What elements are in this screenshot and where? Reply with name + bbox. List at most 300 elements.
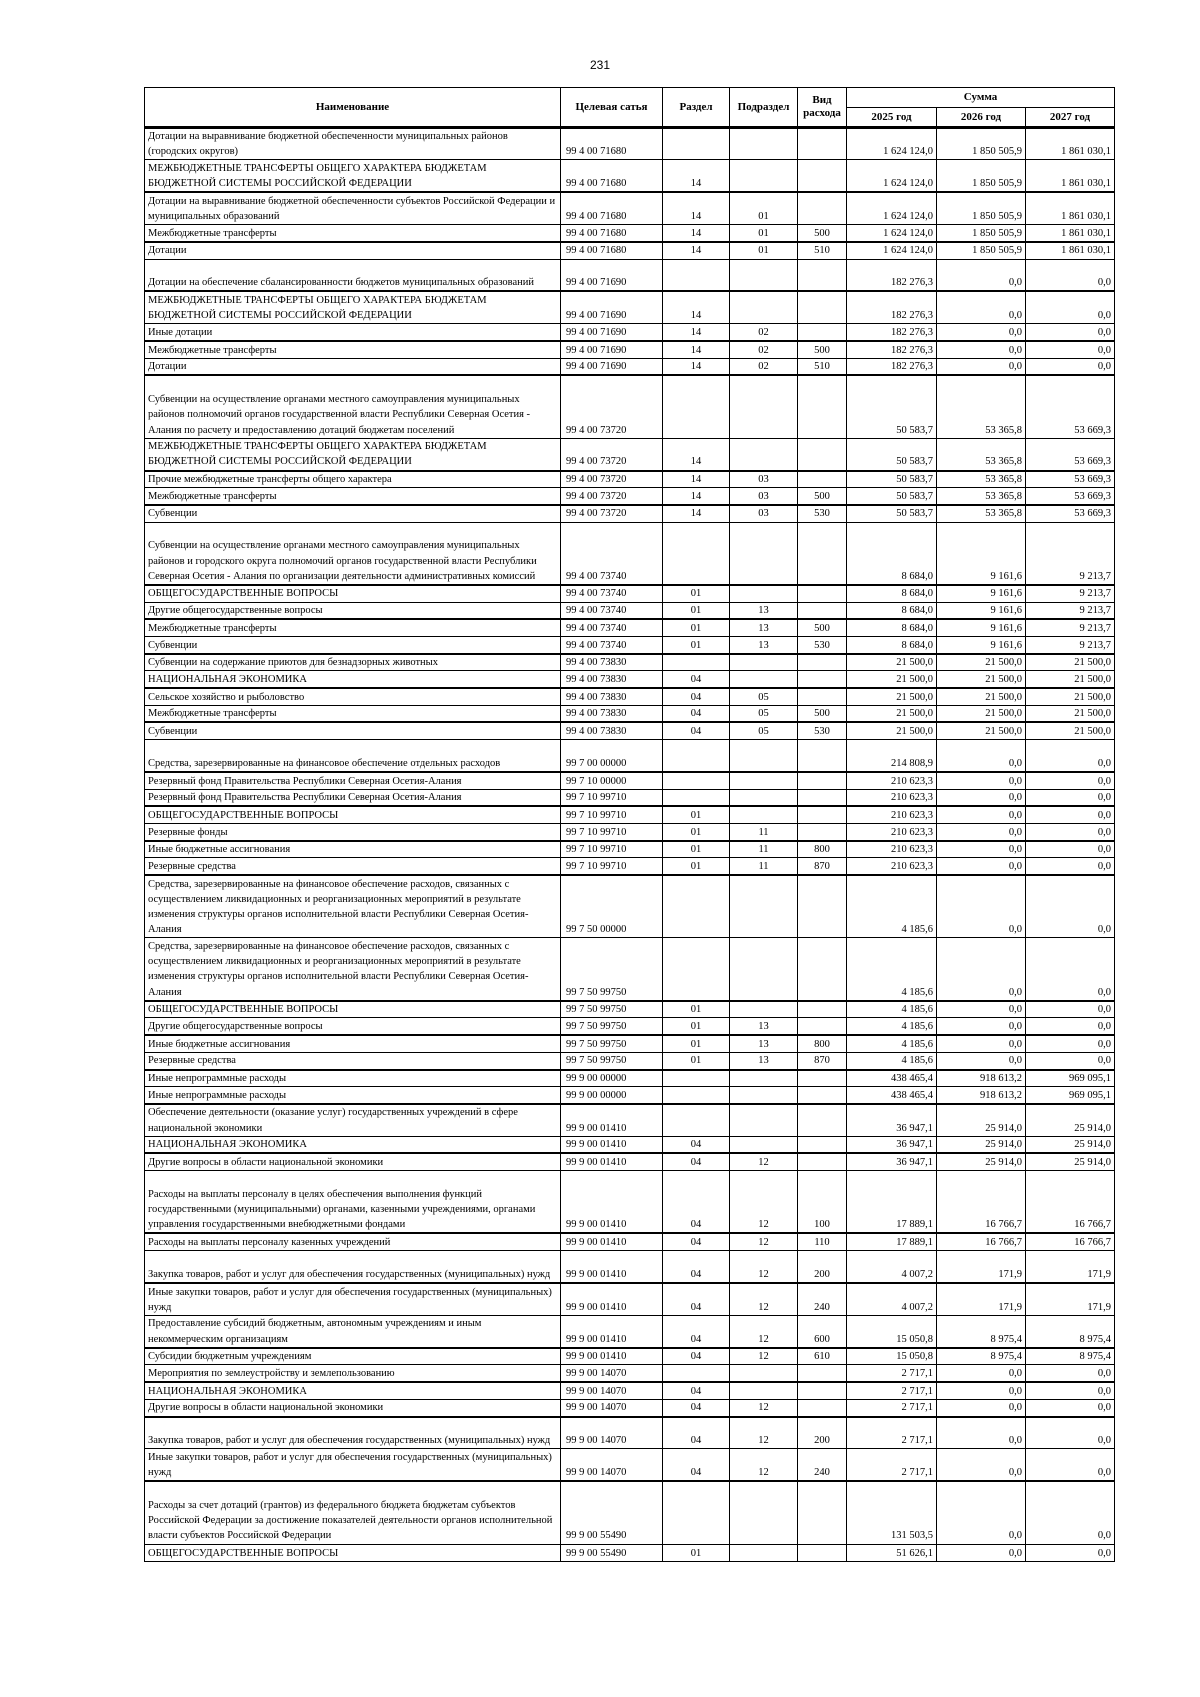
cell-name: Дотации на обеспечение сбалансированности бюджетов муниципальных образований — [145, 259, 561, 291]
cell-sum-2025: 210 623,3 — [847, 858, 937, 875]
cell-sum-2025: 4 185,6 — [847, 938, 937, 1001]
cell-subsection — [730, 1104, 798, 1136]
table-row — [145, 1399, 1115, 1416]
table-row — [145, 806, 1115, 823]
cell-expense-type: 240 — [798, 1283, 847, 1315]
cell-subsection — [730, 1001, 798, 1018]
table-row — [145, 1251, 1115, 1283]
cell-sum-2025: 51 626,1 — [847, 1544, 937, 1561]
cell-sum-2026: 0,0 — [937, 1052, 1026, 1069]
cell-sum-2026: 0,0 — [937, 259, 1026, 291]
cell-name: Дотации — [145, 242, 561, 259]
cell-section: 01 — [663, 1544, 730, 1561]
cell-sum-2026: 8 975,4 — [937, 1348, 1026, 1365]
cell-target-article: 99 7 10 99710 — [561, 858, 663, 875]
cell-sum-2026: 918 613,2 — [937, 1087, 1026, 1104]
cell-subsection: 01 — [730, 192, 798, 224]
header-year-2025: 2025 год — [847, 108, 937, 128]
cell-sum-2026: 0,0 — [937, 789, 1026, 806]
cell-name: Закупка товаров, работ и услуг для обеспечения государственных (муниципальных) нужд — [145, 1417, 561, 1449]
cell-subsection — [730, 740, 798, 772]
cell-section — [663, 772, 730, 789]
cell-section: 14 — [663, 324, 730, 341]
cell-name: Другие общегосударственные вопросы — [145, 602, 561, 619]
header-year-2026: 2026 год — [937, 108, 1026, 128]
cell-sum-2025: 438 465,4 — [847, 1070, 937, 1087]
cell-expense-type — [798, 438, 847, 470]
cell-section: 01 — [663, 806, 730, 823]
table-row — [145, 1018, 1115, 1035]
cell-subsection: 03 — [730, 488, 798, 505]
cell-subsection — [730, 671, 798, 688]
cell-sum-2025: 210 623,3 — [847, 789, 937, 806]
cell-sum-2025: 1 624 124,0 — [847, 128, 937, 160]
cell-section: 01 — [663, 637, 730, 654]
cell-sum-2025: 50 583,7 — [847, 505, 937, 522]
cell-sum-2026: 0,0 — [937, 324, 1026, 341]
cell-name: ОБЩЕГОСУДАРСТВЕННЫЕ ВОПРОСЫ — [145, 1001, 561, 1018]
header-expense-type: Вид расхода — [798, 88, 847, 128]
cell-expense-type: 510 — [798, 242, 847, 259]
cell-expense-type: 800 — [798, 841, 847, 858]
cell-subsection: 05 — [730, 688, 798, 705]
cell-name: НАЦИОНАЛЬНАЯ ЭКОНОМИКА — [145, 1382, 561, 1399]
cell-sum-2026: 25 914,0 — [937, 1136, 1026, 1153]
cell-expense-type: 600 — [798, 1315, 847, 1347]
cell-sum-2027: 9 213,7 — [1026, 602, 1115, 619]
cell-expense-type — [798, 688, 847, 705]
cell-sum-2027: 21 500,0 — [1026, 671, 1115, 688]
cell-sum-2025: 182 276,3 — [847, 324, 937, 341]
cell-sum-2026: 9 161,6 — [937, 637, 1026, 654]
cell-name: Иные закупки товаров, работ и услуг для обеспечения государственных (муниципальных) нужд — [145, 1283, 561, 1315]
cell-name: Межбюджетные трансферты — [145, 619, 561, 636]
cell-section: 04 — [663, 1153, 730, 1170]
cell-target-article: 99 9 00 00000 — [561, 1070, 663, 1087]
cell-name: Субвенции на осуществление органами местного самоуправления муниципальных районов полномочий органов государственной власти Республики Северная Осетия - Алания по расчету и предоставлению дотаций бюджетам поселений — [145, 375, 561, 438]
cell-section — [663, 875, 730, 938]
cell-name: Дотации на выравнивание бюджетной обеспеченности муниципальных районов (городских округов) — [145, 128, 561, 160]
header-section: Раздел — [663, 88, 730, 128]
table-row — [145, 242, 1115, 259]
cell-subsection — [730, 654, 798, 671]
cell-subsection: 12 — [730, 1283, 798, 1315]
cell-name: Субвенции — [145, 722, 561, 739]
cell-subsection — [730, 938, 798, 1001]
table-row — [145, 160, 1115, 192]
cell-name: Другие общегосударственные вопросы — [145, 1018, 561, 1035]
cell-sum-2025: 50 583,7 — [847, 488, 937, 505]
cell-sum-2026: 0,0 — [937, 1544, 1026, 1561]
cell-sum-2026: 0,0 — [937, 1001, 1026, 1018]
cell-sum-2025: 17 889,1 — [847, 1171, 937, 1234]
cell-expense-type — [798, 1104, 847, 1136]
cell-sum-2027: 0,0 — [1026, 789, 1115, 806]
cell-section: 04 — [663, 1315, 730, 1347]
cell-subsection — [730, 1070, 798, 1087]
cell-sum-2026: 21 500,0 — [937, 654, 1026, 671]
cell-sum-2025: 2 717,1 — [847, 1417, 937, 1449]
cell-sum-2025: 36 947,1 — [847, 1153, 937, 1170]
cell-sum-2027: 53 669,3 — [1026, 375, 1115, 438]
table-row — [145, 585, 1115, 602]
cell-sum-2027: 53 669,3 — [1026, 438, 1115, 470]
cell-subsection: 13 — [730, 619, 798, 636]
cell-expense-type — [798, 740, 847, 772]
cell-sum-2027: 25 914,0 — [1026, 1153, 1115, 1170]
cell-sum-2027: 171,9 — [1026, 1283, 1115, 1315]
cell-sum-2027: 16 766,7 — [1026, 1171, 1115, 1234]
cell-expense-type — [798, 938, 847, 1001]
cell-name: Другие вопросы в области национальной экономики — [145, 1399, 561, 1416]
cell-subsection: 02 — [730, 324, 798, 341]
cell-sum-2026: 0,0 — [937, 858, 1026, 875]
cell-target-article: 99 4 00 71690 — [561, 324, 663, 341]
table-row — [145, 192, 1115, 224]
cell-target-article: 99 7 50 99750 — [561, 1052, 663, 1069]
cell-sum-2025: 1 624 124,0 — [847, 225, 937, 242]
cell-section: 04 — [663, 1283, 730, 1315]
cell-target-article: 99 4 00 73720 — [561, 375, 663, 438]
cell-subsection — [730, 1136, 798, 1153]
cell-sum-2027: 0,0 — [1026, 1018, 1115, 1035]
table-row — [145, 619, 1115, 636]
table-header — [145, 88, 1115, 128]
cell-expense-type — [798, 585, 847, 602]
cell-subsection: 05 — [730, 705, 798, 722]
cell-sum-2025: 182 276,3 — [847, 291, 937, 323]
cell-sum-2027: 0,0 — [1026, 1481, 1115, 1544]
cell-sum-2027: 0,0 — [1026, 1544, 1115, 1561]
table-row — [145, 1070, 1115, 1087]
header-target-article: Целевая сатья — [561, 88, 663, 128]
cell-target-article: 99 4 00 73740 — [561, 585, 663, 602]
cell-sum-2026: 53 365,8 — [937, 471, 1026, 488]
cell-sum-2026: 25 914,0 — [937, 1104, 1026, 1136]
cell-sum-2027: 0,0 — [1026, 806, 1115, 823]
cell-name: Иные бюджетные ассигнования — [145, 1035, 561, 1052]
cell-target-article: 99 9 00 14070 — [561, 1382, 663, 1399]
cell-sum-2025: 438 465,4 — [847, 1087, 937, 1104]
cell-expense-type: 870 — [798, 858, 847, 875]
cell-section — [663, 938, 730, 1001]
cell-name: Другие вопросы в области национальной экономики — [145, 1153, 561, 1170]
cell-expense-type — [798, 1544, 847, 1561]
cell-expense-type: 530 — [798, 505, 847, 522]
cell-subsection: 13 — [730, 602, 798, 619]
cell-name: Субвенции — [145, 637, 561, 654]
table-row — [145, 488, 1115, 505]
cell-expense-type: 100 — [798, 1171, 847, 1234]
cell-target-article: 99 4 00 73830 — [561, 671, 663, 688]
cell-subsection: 12 — [730, 1171, 798, 1234]
cell-section — [663, 740, 730, 772]
cell-expense-type — [798, 671, 847, 688]
cell-sum-2025: 1 624 124,0 — [847, 242, 937, 259]
cell-name: ОБЩЕГОСУДАРСТВЕННЫЕ ВОПРОСЫ — [145, 806, 561, 823]
cell-section: 01 — [663, 841, 730, 858]
cell-sum-2025: 182 276,3 — [847, 341, 937, 358]
cell-target-article: 99 9 00 14070 — [561, 1399, 663, 1416]
cell-sum-2025: 8 684,0 — [847, 522, 937, 585]
cell-name: МЕЖБЮДЖЕТНЫЕ ТРАНСФЕРТЫ ОБЩЕГО ХАРАКТЕРА БЮДЖЕТАМ БЮДЖЕТНОЙ СИСТЕМЫ РОССИЙСКОЙ ФЕДЕРАЦИИ — [145, 160, 561, 192]
cell-section: 01 — [663, 1052, 730, 1069]
cell-sum-2027: 53 669,3 — [1026, 488, 1115, 505]
cell-target-article: 99 9 00 14070 — [561, 1417, 663, 1449]
cell-section — [663, 789, 730, 806]
cell-sum-2027: 9 213,7 — [1026, 619, 1115, 636]
cell-subsection: 03 — [730, 471, 798, 488]
cell-expense-type: 500 — [798, 705, 847, 722]
cell-section — [663, 654, 730, 671]
cell-section: 01 — [663, 1001, 730, 1018]
cell-sum-2025: 210 623,3 — [847, 841, 937, 858]
cell-target-article: 99 9 00 01410 — [561, 1251, 663, 1283]
cell-expense-type: 500 — [798, 619, 847, 636]
cell-expense-type: 240 — [798, 1449, 847, 1481]
cell-target-article: 99 7 10 99710 — [561, 841, 663, 858]
cell-name: Резервный фонд Правительства Республики Северная Осетия-Алания — [145, 789, 561, 806]
table-row — [145, 1087, 1115, 1104]
table-row — [145, 637, 1115, 654]
table-row — [145, 1365, 1115, 1382]
table-row — [145, 1052, 1115, 1069]
table-row — [145, 259, 1115, 291]
table-row — [145, 438, 1115, 470]
cell-expense-type — [798, 1001, 847, 1018]
cell-sum-2026: 0,0 — [937, 1449, 1026, 1481]
cell-expense-type — [798, 160, 847, 192]
cell-sum-2027: 0,0 — [1026, 1365, 1115, 1382]
cell-sum-2027: 1 861 030,1 — [1026, 225, 1115, 242]
cell-target-article: 99 4 00 73740 — [561, 619, 663, 636]
cell-sum-2025: 1 624 124,0 — [847, 192, 937, 224]
cell-name: Средства, зарезервированные на финансовое обеспечение расходов, связанных с осуществлением ликвидационных и реорганизационных мероприятий в результате изменения структуры органов исполнительной власти Республики Северная Осетия-Алания — [145, 938, 561, 1001]
cell-sum-2025: 36 947,1 — [847, 1136, 937, 1153]
cell-sum-2025: 4 007,2 — [847, 1283, 937, 1315]
cell-target-article: 99 4 00 73830 — [561, 705, 663, 722]
cell-section: 04 — [663, 688, 730, 705]
cell-name: МЕЖБЮДЖЕТНЫЕ ТРАНСФЕРТЫ ОБЩЕГО ХАРАКТЕРА БЮДЖЕТАМ БЮДЖЕТНОЙ СИСТЕМЫ РОССИЙСКОЙ ФЕДЕРАЦИИ — [145, 438, 561, 470]
cell-name: Субсидии бюджетным учреждениям — [145, 1348, 561, 1365]
cell-target-article: 99 4 00 71680 — [561, 225, 663, 242]
cell-expense-type — [798, 875, 847, 938]
cell-name: Средства, зарезервированные на финансовое обеспечение отдельных расходов — [145, 740, 561, 772]
cell-subsection — [730, 1544, 798, 1561]
cell-target-article: 99 4 00 73830 — [561, 654, 663, 671]
header-year-2027: 2027 год — [1026, 108, 1115, 128]
table-row — [145, 505, 1115, 522]
cell-sum-2026: 9 161,6 — [937, 619, 1026, 636]
cell-section: 14 — [663, 291, 730, 323]
cell-section: 01 — [663, 1018, 730, 1035]
cell-target-article: 99 9 00 01410 — [561, 1136, 663, 1153]
cell-name: Резервные средства — [145, 1052, 561, 1069]
cell-section: 04 — [663, 1417, 730, 1449]
cell-expense-type — [798, 471, 847, 488]
cell-sum-2027: 969 095,1 — [1026, 1070, 1115, 1087]
cell-name: Иные закупки товаров, работ и услуг для обеспечения государственных (муниципальных) нужд — [145, 1449, 561, 1481]
cell-sum-2026: 21 500,0 — [937, 705, 1026, 722]
cell-sum-2026: 171,9 — [937, 1283, 1026, 1315]
cell-expense-type — [798, 375, 847, 438]
cell-sum-2025: 4 185,6 — [847, 1035, 937, 1052]
cell-target-article: 99 4 00 73720 — [561, 471, 663, 488]
cell-sum-2026: 0,0 — [937, 1018, 1026, 1035]
cell-subsection: 12 — [730, 1417, 798, 1449]
cell-sum-2026: 0,0 — [937, 1399, 1026, 1416]
cell-expense-type: 500 — [798, 341, 847, 358]
cell-subsection: 13 — [730, 1035, 798, 1052]
cell-name: Расходы на выплаты персоналу в целях обеспечения выполнения функций государственными (муниципальными) органами, казенными учреждениями, органами управления государственными внебюджетными фондами — [145, 1171, 561, 1234]
cell-subsection: 12 — [730, 1348, 798, 1365]
cell-expense-type — [798, 291, 847, 323]
cell-section: 04 — [663, 1399, 730, 1416]
cell-name: Иные непрограммные расходы — [145, 1070, 561, 1087]
cell-sum-2027: 1 861 030,1 — [1026, 128, 1115, 160]
cell-sum-2025: 210 623,3 — [847, 824, 937, 841]
cell-section — [663, 1087, 730, 1104]
cell-subsection: 02 — [730, 358, 798, 375]
cell-sum-2027: 25 914,0 — [1026, 1136, 1115, 1153]
cell-name: Расходы на выплаты персоналу казенных учреждений — [145, 1233, 561, 1250]
cell-sum-2025: 2 717,1 — [847, 1382, 937, 1399]
cell-expense-type — [798, 259, 847, 291]
cell-subsection: 01 — [730, 225, 798, 242]
cell-name: Межбюджетные трансферты — [145, 225, 561, 242]
cell-section: 14 — [663, 358, 730, 375]
cell-name: Межбюджетные трансферты — [145, 488, 561, 505]
cell-sum-2027: 53 669,3 — [1026, 471, 1115, 488]
cell-subsection: 13 — [730, 1018, 798, 1035]
table-row — [145, 705, 1115, 722]
cell-sum-2026: 1 850 505,9 — [937, 160, 1026, 192]
cell-target-article: 99 9 00 01410 — [561, 1104, 663, 1136]
cell-section — [663, 522, 730, 585]
cell-subsection: 11 — [730, 841, 798, 858]
cell-sum-2026: 9 161,6 — [937, 602, 1026, 619]
table-row — [145, 341, 1115, 358]
table-row — [145, 1171, 1115, 1234]
cell-sum-2027: 0,0 — [1026, 1052, 1115, 1069]
cell-section: 04 — [663, 1136, 730, 1153]
cell-target-article: 99 4 00 71680 — [561, 160, 663, 192]
cell-expense-type: 530 — [798, 722, 847, 739]
cell-name: Межбюджетные трансферты — [145, 705, 561, 722]
cell-subsection — [730, 875, 798, 938]
cell-name: Мероприятия по землеустройству и землепользованию — [145, 1365, 561, 1382]
cell-expense-type: 500 — [798, 225, 847, 242]
cell-sum-2025: 8 684,0 — [847, 637, 937, 654]
cell-sum-2026: 53 365,8 — [937, 505, 1026, 522]
table-row — [145, 654, 1115, 671]
cell-name: Средства, зарезервированные на финансовое обеспечение расходов, связанных с осуществлением ликвидационных и реорганизационных мероприятий в результате изменения структуры органов исполнительной власти Республики Северная Осетия-Алания — [145, 875, 561, 938]
cell-sum-2026: 1 850 505,9 — [937, 192, 1026, 224]
cell-sum-2027: 0,0 — [1026, 324, 1115, 341]
cell-sum-2025: 50 583,7 — [847, 375, 937, 438]
cell-sum-2026: 0,0 — [937, 772, 1026, 789]
cell-sum-2026: 16 766,7 — [937, 1171, 1026, 1234]
cell-sum-2026: 16 766,7 — [937, 1233, 1026, 1250]
cell-section: 04 — [663, 1233, 730, 1250]
cell-sum-2027: 0,0 — [1026, 1035, 1115, 1052]
cell-sum-2025: 21 500,0 — [847, 705, 937, 722]
cell-subsection: 12 — [730, 1153, 798, 1170]
cell-sum-2025: 21 500,0 — [847, 722, 937, 739]
cell-sum-2026: 21 500,0 — [937, 688, 1026, 705]
cell-name: Дотации на выравнивание бюджетной обеспеченности субъектов Российской Федерации и муниципальных образований — [145, 192, 561, 224]
table-row — [145, 471, 1115, 488]
table-row — [145, 740, 1115, 772]
cell-subsection: 01 — [730, 242, 798, 259]
cell-sum-2026: 21 500,0 — [937, 722, 1026, 739]
cell-section: 01 — [663, 602, 730, 619]
cell-subsection: 12 — [730, 1233, 798, 1250]
cell-subsection — [730, 772, 798, 789]
cell-sum-2025: 214 808,9 — [847, 740, 937, 772]
cell-subsection: 12 — [730, 1251, 798, 1283]
cell-subsection — [730, 522, 798, 585]
cell-sum-2027: 1 861 030,1 — [1026, 242, 1115, 259]
cell-target-article: 99 4 00 73830 — [561, 688, 663, 705]
header-subsection: Подраздел — [730, 88, 798, 128]
cell-sum-2027: 0,0 — [1026, 1417, 1115, 1449]
cell-section: 04 — [663, 705, 730, 722]
cell-subsection: 12 — [730, 1315, 798, 1347]
cell-target-article: 99 7 10 00000 — [561, 772, 663, 789]
cell-section — [663, 259, 730, 291]
cell-sum-2027: 0,0 — [1026, 1001, 1115, 1018]
cell-sum-2027: 0,0 — [1026, 740, 1115, 772]
cell-subsection — [730, 1365, 798, 1382]
cell-subsection — [730, 585, 798, 602]
table-row — [145, 772, 1115, 789]
cell-section: 14 — [663, 505, 730, 522]
cell-sum-2026: 9 161,6 — [937, 522, 1026, 585]
cell-section — [663, 1070, 730, 1087]
cell-subsection — [730, 438, 798, 470]
cell-expense-type: 510 — [798, 358, 847, 375]
table-row — [145, 824, 1115, 841]
cell-target-article: 99 4 00 73720 — [561, 488, 663, 505]
cell-section: 04 — [663, 1382, 730, 1399]
cell-sum-2026: 0,0 — [937, 806, 1026, 823]
cell-expense-type — [798, 1018, 847, 1035]
cell-section: 14 — [663, 160, 730, 192]
cell-section — [663, 1104, 730, 1136]
cell-sum-2027: 171,9 — [1026, 1251, 1115, 1283]
cell-subsection — [730, 1087, 798, 1104]
cell-sum-2027: 9 213,7 — [1026, 637, 1115, 654]
cell-sum-2026: 0,0 — [937, 1382, 1026, 1399]
cell-expense-type — [798, 789, 847, 806]
cell-subsection — [730, 1382, 798, 1399]
cell-sum-2027: 0,0 — [1026, 1449, 1115, 1481]
cell-sum-2027: 21 500,0 — [1026, 654, 1115, 671]
cell-subsection — [730, 259, 798, 291]
cell-target-article: 99 9 00 01410 — [561, 1348, 663, 1365]
cell-subsection: 03 — [730, 505, 798, 522]
cell-expense-type — [798, 128, 847, 160]
cell-target-article: 99 9 00 01410 — [561, 1153, 663, 1170]
header-sum: Сумма — [847, 88, 1115, 108]
cell-expense-type: 200 — [798, 1251, 847, 1283]
cell-sum-2026: 0,0 — [937, 938, 1026, 1001]
cell-sum-2025: 4 185,6 — [847, 1052, 937, 1069]
cell-expense-type — [798, 522, 847, 585]
cell-target-article: 99 9 00 01410 — [561, 1283, 663, 1315]
cell-name: Расходы за счет дотаций (грантов) из федерального бюджета бюджетам субъектов Российской Федерации за достижение показателей деятельности органов исполнительной власти субъектов Российской Федерации — [145, 1481, 561, 1544]
